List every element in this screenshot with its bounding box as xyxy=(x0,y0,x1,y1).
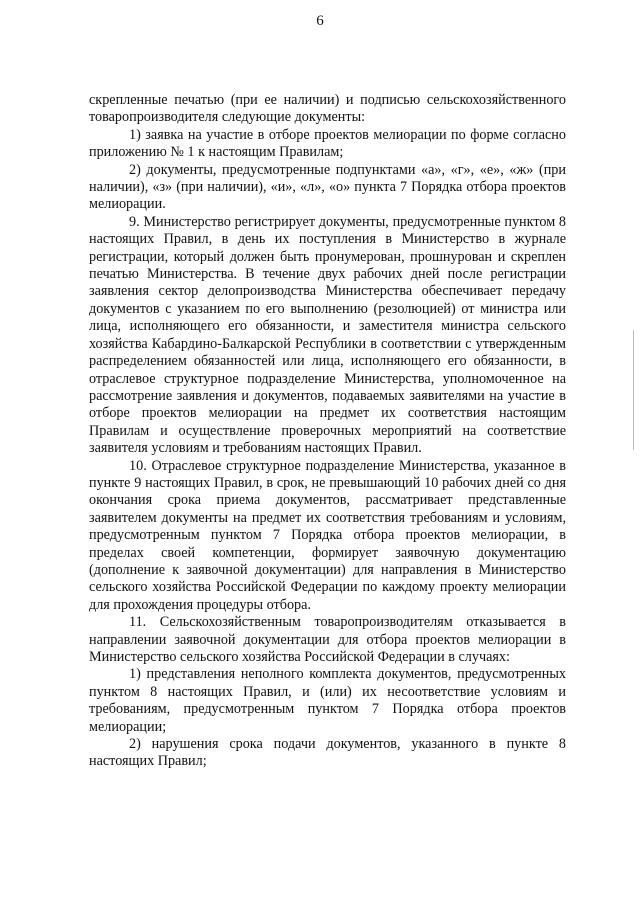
scan-edge-mark xyxy=(633,330,634,450)
list-item-1: 1) заявка на участие в отборе проектов мелиорации по форме согласно приложению № 1 к настоящим Правилам; xyxy=(89,126,566,161)
document-body xyxy=(89,92,566,771)
refusal-reason-2: 2) нарушения срока подачи документов, указанного в пункте 8 настоящих Правил; xyxy=(89,736,566,770)
page-number: 6 xyxy=(316,13,324,29)
clause-9: 9. Министерство регистрирует документы, предусмотренные пунктом 8 настоящих Правил, в день их поступления в Министерство в журнале регистрации, который должен быть пронумерован, прошнурован и скреплен печатью Министерства. В течение двух рабочих дней после регистрации заявления сектор делопроизводства Министерства обеспечивает передачу документов с указанием по его выполнению (резолюцией) от министра или лица, исполняющего его обязанности, и заместителя министра сельского хозяйства Кабардино-Балкарской Республики в соответствии с утвержденным распределением обязанностей или лица, исполняющего его обязанности, в отраслевое структурное подразделение Министерства, уполномоченное на рассмотрение заявления и документов, подаваемых заявителями на участие в отборе проектов мелиорации на предмет их соответствия настоящим Правилам и осуществление проверочных мероприятий на соответствие заявителя условиям и требованиям настоящих Правил. xyxy=(89,213,566,457)
list-item-2: 2) документы, предусмотренные подпунктами «а», «г», «е», «ж» (при наличии), «з» (при наличии), «и», «л», «о» пункта 7 Порядка отбора проектов мелиорации. xyxy=(89,161,566,213)
refusal-reason-1: 1) представления неполного комплекта документов, предусмотренных пунктом 8 настоящих Правил, и (или) их несоответствие условиям и требованиям, предусмотренным пунктом 7 Порядка отбора проектов мелиорации; xyxy=(89,666,566,735)
clause-10: 10. Отраслевое структурное подразделение Министерства, указанное в пункте 9 настоящих Правил, в срок, не превышающий 10 рабочих дней со дня окончания срока приема документов, рассматривает представленные заявителем документы на предмет их соответствия требованиям и условиям, предусмотренным пунктом 7 Порядка отбора проектов мелиорации, в пределах своей компетенции, формирует заявочную документацию (дополнение к заявочной документации) для направления в Министерство сельского хозяйства Российской Федерации по каждому проекту мелиорации для прохождения процедуры отбора. xyxy=(89,457,566,613)
paragraph-continuation: скрепленные печатью (при ее наличии) и подписью сельскохозяйственного товаропроизводителя следующие документы: xyxy=(89,92,566,126)
clause-11: 11. Сельскохозяйственным товаропроизводителям отказывается в направлении заявочной документации для отбора проектов мелиорации в Министерство сельского хозяйства Российской Федерации в случаях: xyxy=(89,614,566,665)
